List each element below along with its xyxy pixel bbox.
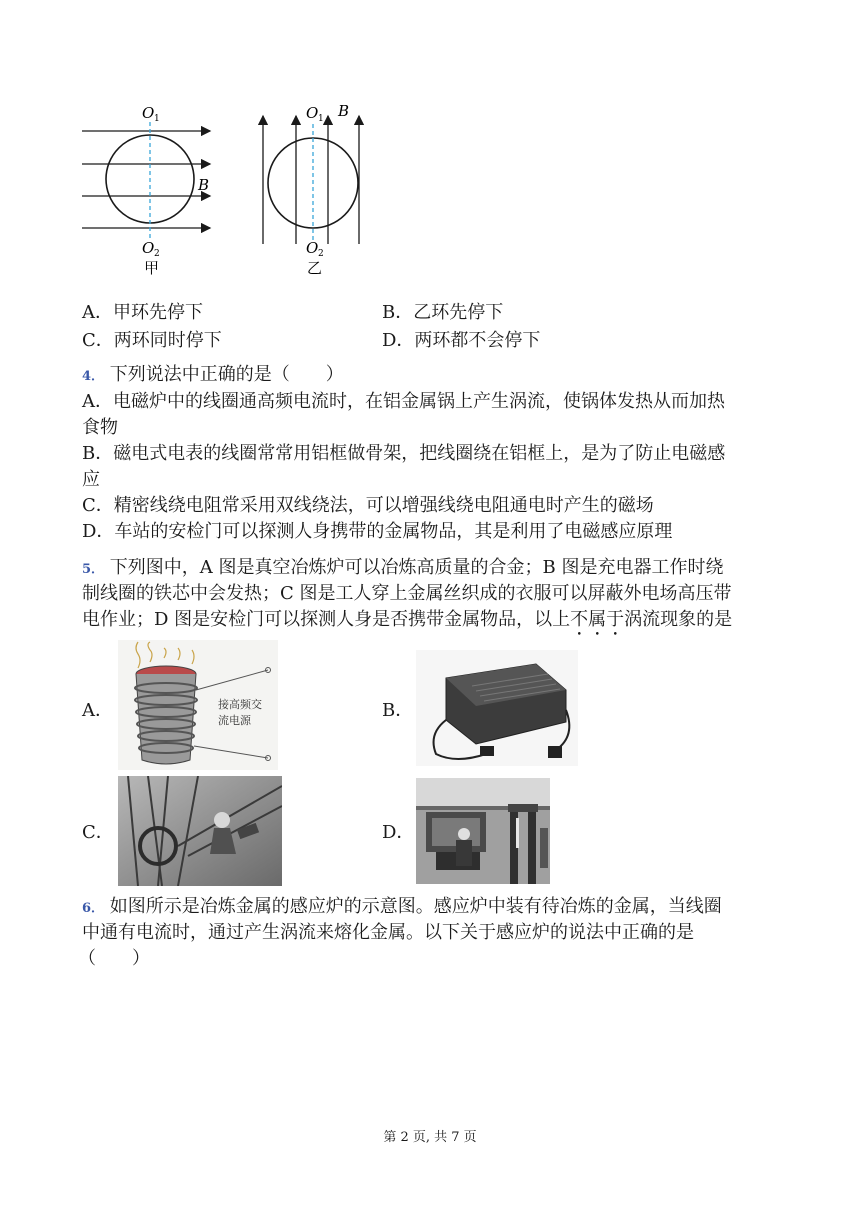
q5-line3-post: 涡流现象的是	[624, 609, 733, 630]
jia-field-label: B	[198, 176, 210, 194]
q6-line1	[82, 894, 722, 922]
question-number-4: 4．	[82, 369, 105, 384]
q5-line2: 制线圈的铁芯中会发热；C 图是工人穿上金属丝织成的衣服可以屏蔽外电场高压带	[82, 583, 732, 604]
q4-option-b-line2: 应	[82, 469, 100, 490]
yi-top-sub: 1	[318, 114, 324, 124]
q4-option-b-line1: B．磁电式电表的线圈常常用铝框做骨架，把线圈绕在铝框上，是为了防止电磁感	[82, 443, 726, 464]
q3-option-d: D．两环都不会停下	[382, 330, 541, 351]
q4-stem-line	[82, 362, 344, 390]
q4-option-a-line1: A．电磁炉中的线圈通高频电流时，在铝金属锅上产生涡流，使锅体发热从而加热	[82, 391, 725, 412]
yi-bottom-sub: 2	[318, 249, 324, 259]
jia-bottom-label: O	[142, 239, 155, 257]
image-charger	[416, 650, 578, 766]
figure-jia	[80, 98, 220, 280]
q5-option-b-label: B．	[382, 700, 414, 721]
q4-option-a-line2: 食物	[82, 417, 118, 438]
q6-text-line1: 如图所示是冶炼金属的感应炉的示意图。感应炉中装有待冶炼的金属，当线圈	[109, 896, 722, 917]
yi-field-label: B	[338, 102, 350, 120]
q5-option-d-label: D．	[382, 822, 415, 843]
q4-option-c: C．精密线绕电阻常采用双线绕法，可以增强线绕电阻通电时产生的磁场	[82, 495, 654, 516]
image-live-line-worker	[118, 776, 282, 886]
q4-stem: 下列说法中正确的是（ ）	[109, 364, 344, 385]
q4-option-d: D．车站的安检门可以探测人身携带的金属物品，其是利用了电磁感应原理	[82, 521, 673, 542]
q5-line3	[82, 607, 732, 640]
yi-bottom-label: O	[306, 239, 319, 257]
q6-line2: 中通有电流时，通过产生涡流来熔化金属。以下关于感应炉的说法中正确的是	[82, 922, 694, 943]
q5-line3-pre: 电作业；D 图是安检门可以探测人身是否携带金属物品，以上	[82, 609, 571, 630]
q5-option-a-label: A．	[82, 700, 113, 721]
jia-top-label: O	[142, 104, 155, 122]
image-security-gate	[416, 778, 550, 884]
jia-bottom-sub: 2	[154, 249, 160, 259]
q5-line1	[82, 555, 723, 583]
q3-option-b: B．乙环先停下	[382, 302, 504, 323]
furnace-label-line2: 流电源	[218, 714, 251, 727]
page-footer: 第 2 页, 共 7 页	[383, 1130, 477, 1145]
furnace-label-line1: 接高频交	[218, 698, 262, 711]
question-number-5: 5．	[82, 562, 105, 577]
q6-line3: （ ）	[78, 948, 150, 969]
jia-caption: 甲	[144, 259, 160, 277]
question-number-6: 6．	[82, 901, 105, 916]
image-vacuum-furnace	[118, 640, 278, 770]
yi-top-label: O	[306, 104, 319, 122]
q5-text-line1: 下列图中，A 图是真空冶炼炉可以冶炼高质量的合金；B 图是充电器工作时绕	[109, 557, 724, 578]
jia-top-sub: 1	[154, 114, 160, 124]
q3-option-c: C．两环同时停下	[82, 330, 222, 351]
q3-option-a: A．甲环先停下	[82, 302, 203, 323]
q5-emphasis: 不属于	[570, 609, 625, 630]
q5-option-c-label: C．	[82, 822, 114, 843]
figure-yi	[252, 98, 372, 280]
yi-caption: 乙	[307, 259, 323, 277]
